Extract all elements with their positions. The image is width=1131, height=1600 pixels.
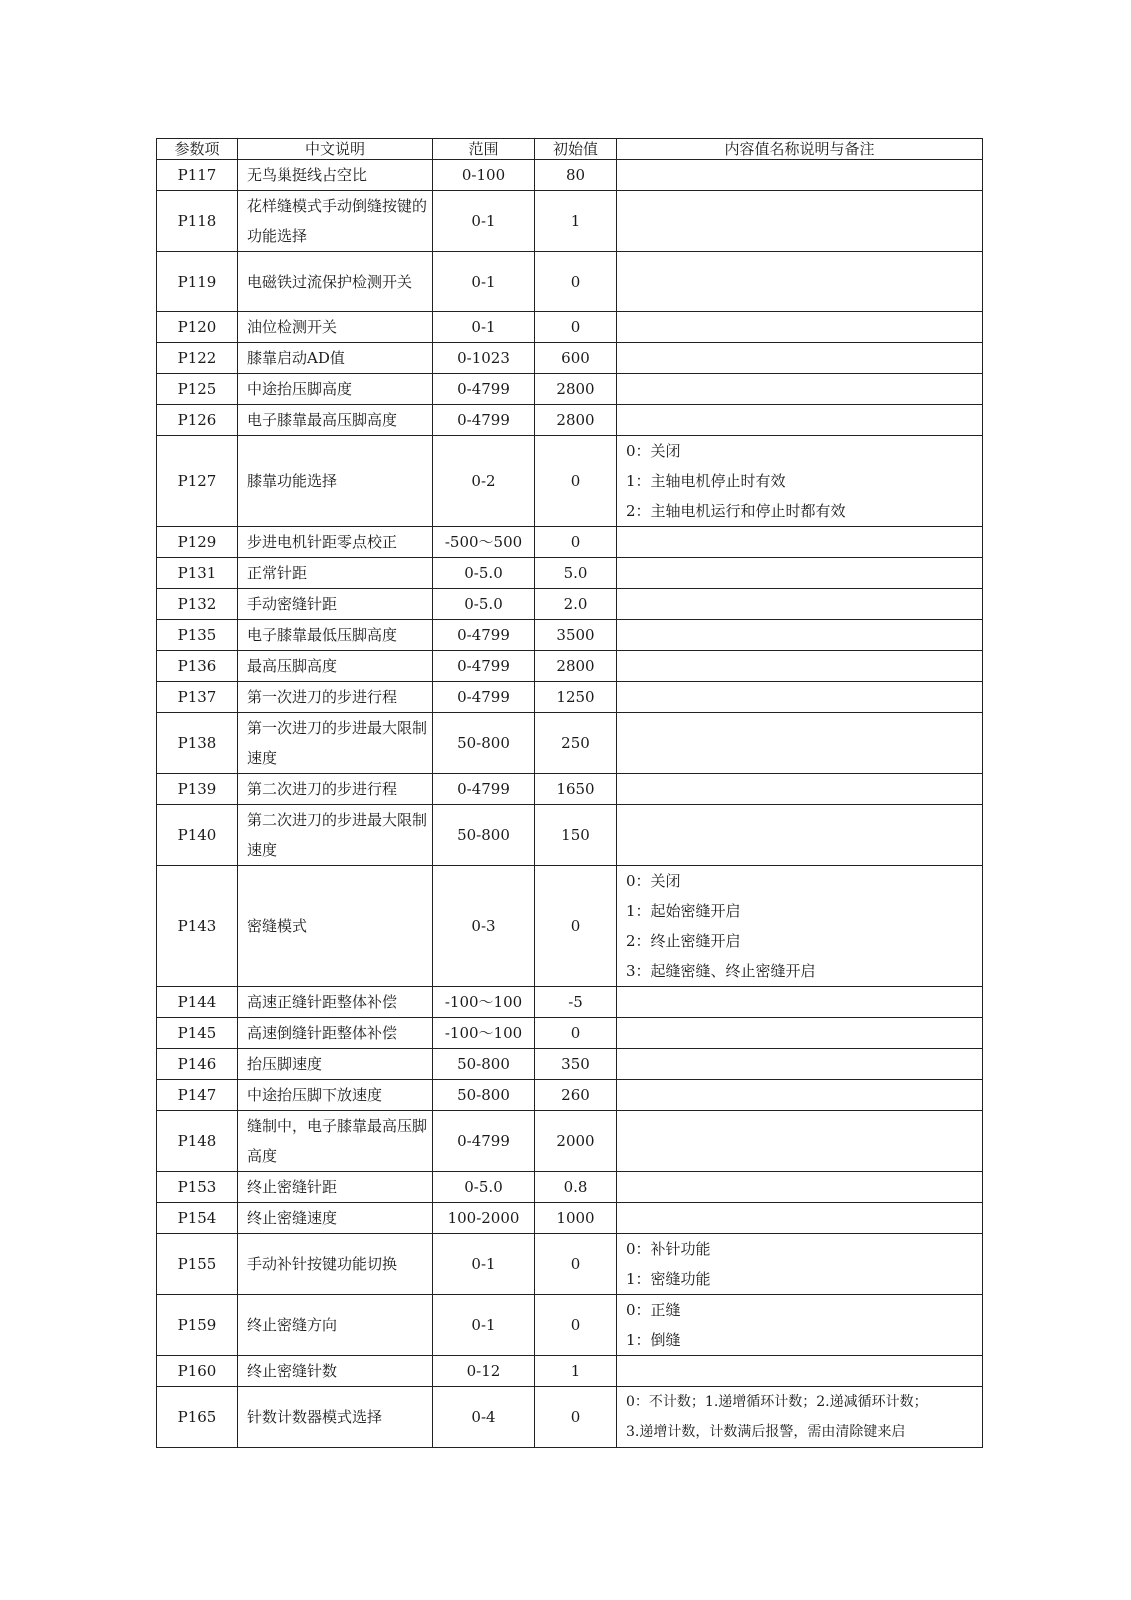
header-range: 范围 — [433, 139, 535, 160]
param-id-cell: P160 — [157, 1356, 238, 1387]
table-row — [157, 589, 983, 620]
header-description: 中文说明 — [238, 139, 433, 160]
table-row — [157, 405, 983, 436]
initial-value-cell: -5 — [535, 987, 617, 1018]
notes-cell — [617, 1018, 983, 1049]
table-row — [157, 1387, 983, 1448]
param-id-cell: P118 — [157, 191, 238, 252]
range-cell: 50-800 — [433, 1080, 535, 1111]
description-cell: 终止密缝速度 — [238, 1203, 433, 1234]
range-cell: 0-4799 — [433, 682, 535, 713]
table-row — [157, 1049, 983, 1080]
range-cell: 0-4799 — [433, 651, 535, 682]
initial-value-cell: 1250 — [535, 682, 617, 713]
table-row — [157, 374, 983, 405]
range-cell: 0-5.0 — [433, 558, 535, 589]
initial-value-cell: 250 — [535, 713, 617, 774]
description-cell: 针数计数器模式选择 — [238, 1387, 433, 1448]
range-cell: 0-2 — [433, 436, 535, 527]
note-line: 1：主轴电机停止时有效 — [626, 472, 786, 490]
table-row — [157, 436, 983, 527]
initial-value-cell: 350 — [535, 1049, 617, 1080]
range-cell: -500～500 — [433, 527, 535, 558]
notes-cell — [617, 343, 983, 374]
description-cell: 膝靠启动AD值 — [238, 343, 433, 374]
description-cell: 第二次进刀的步进行程 — [238, 774, 433, 805]
initial-value-cell: 5.0 — [535, 558, 617, 589]
param-id-cell: P132 — [157, 589, 238, 620]
notes-cell — [617, 1234, 983, 1295]
param-id-cell: P120 — [157, 312, 238, 343]
notes-cell — [617, 1049, 983, 1080]
initial-value-cell: 80 — [535, 160, 617, 191]
notes-cell — [617, 1203, 983, 1234]
note-line: 3：起缝密缝、终止密缝开启 — [626, 962, 816, 980]
range-cell: 0-1 — [433, 191, 535, 252]
description-cell: 中途抬压脚高度 — [238, 374, 433, 405]
param-id-cell: P165 — [157, 1387, 238, 1448]
range-cell: 0-5.0 — [433, 1172, 535, 1203]
table-row — [157, 343, 983, 374]
param-id-cell: P139 — [157, 774, 238, 805]
table-row — [157, 805, 983, 866]
range-cell: 50-800 — [433, 1049, 535, 1080]
table-row — [157, 252, 983, 312]
range-cell: 0-1 — [433, 312, 535, 343]
initial-value-cell: 3500 — [535, 620, 617, 651]
header-param: 参数项 — [157, 139, 238, 160]
notes-cell — [617, 1387, 983, 1448]
param-id-cell: P131 — [157, 558, 238, 589]
note-line: 1：倒缝 — [626, 1331, 681, 1349]
description-cell: 电磁铁过流保护检测开关 — [238, 252, 433, 312]
table-row — [157, 312, 983, 343]
table-row — [157, 527, 983, 558]
description-cell: 高速正缝针距整体补偿 — [238, 987, 433, 1018]
notes-cell — [617, 312, 983, 343]
range-cell: 0-1 — [433, 1295, 535, 1356]
description-cell: 高速倒缝针距整体补偿 — [238, 1018, 433, 1049]
initial-value-cell: 0 — [535, 1234, 617, 1295]
description-cell: 中途抬压脚下放速度 — [238, 1080, 433, 1111]
table-row — [157, 1018, 983, 1049]
range-cell: 0-4799 — [433, 620, 535, 651]
note-line: 0：正缝 — [626, 1301, 681, 1319]
note-line: 0：不计数；1.递增循环计数；2.递减循环计数； — [626, 1394, 928, 1410]
description-cell: 第一次进刀的步进最大限制速度 — [238, 713, 433, 774]
range-cell: -100～100 — [433, 987, 535, 1018]
param-id-cell: P129 — [157, 527, 238, 558]
header-notes: 内容值名称说明与备注 — [617, 139, 983, 160]
notes-cell — [617, 252, 983, 312]
table-row — [157, 1234, 983, 1295]
param-id-cell: P148 — [157, 1111, 238, 1172]
description-cell: 终止密缝针距 — [238, 1172, 433, 1203]
description-cell: 终止密缝方向 — [238, 1295, 433, 1356]
notes-cell — [617, 527, 983, 558]
param-id-cell: P125 — [157, 374, 238, 405]
table-row — [157, 682, 983, 713]
initial-value-cell: 150 — [535, 805, 617, 866]
range-cell: 100-2000 — [433, 1203, 535, 1234]
initial-value-cell: 1000 — [535, 1203, 617, 1234]
description-cell: 最高压脚高度 — [238, 651, 433, 682]
table-row — [157, 713, 983, 774]
description-cell: 正常针距 — [238, 558, 433, 589]
table-row — [157, 1172, 983, 1203]
notes-cell — [617, 436, 983, 527]
table-row — [157, 1080, 983, 1111]
initial-value-cell: 0.8 — [535, 1172, 617, 1203]
notes-cell — [617, 651, 983, 682]
initial-value-cell: 2800 — [535, 405, 617, 436]
param-id-cell: P127 — [157, 436, 238, 527]
initial-value-cell: 0 — [535, 1018, 617, 1049]
range-cell: 0-3 — [433, 866, 535, 987]
range-cell: 0-100 — [433, 160, 535, 191]
param-id-cell: P145 — [157, 1018, 238, 1049]
initial-value-cell: 0 — [535, 436, 617, 527]
initial-value-cell: 2800 — [535, 374, 617, 405]
table-body — [157, 160, 983, 1448]
param-id-cell: P138 — [157, 713, 238, 774]
range-cell: 0-4799 — [433, 405, 535, 436]
parameter-table — [156, 138, 983, 1448]
table-row — [157, 1356, 983, 1387]
description-cell: 电子膝靠最高压脚高度 — [238, 405, 433, 436]
table-row — [157, 558, 983, 589]
notes-cell — [617, 713, 983, 774]
param-id-cell: P136 — [157, 651, 238, 682]
description-cell: 缝制中，电子膝靠最高压脚高度 — [238, 1111, 433, 1172]
notes-cell — [617, 589, 983, 620]
note-line: 2：终止密缝开启 — [626, 932, 741, 950]
param-id-cell: P135 — [157, 620, 238, 651]
notes-cell — [617, 987, 983, 1018]
range-cell: -100～100 — [433, 1018, 535, 1049]
param-id-cell: P155 — [157, 1234, 238, 1295]
description-cell: 油位检测开关 — [238, 312, 433, 343]
note-line: 3.递增计数，计数满后报警，需由清除键来启 — [626, 1424, 906, 1440]
range-cell: 0-1023 — [433, 343, 535, 374]
notes-cell — [617, 405, 983, 436]
notes-cell — [617, 805, 983, 866]
description-cell: 第一次进刀的步进行程 — [238, 682, 433, 713]
param-id-cell: P159 — [157, 1295, 238, 1356]
range-cell: 0-1 — [433, 252, 535, 312]
range-cell: 0-12 — [433, 1356, 535, 1387]
header-initial-value: 初始值 — [535, 139, 617, 160]
range-cell: 0-5.0 — [433, 589, 535, 620]
initial-value-cell: 0 — [535, 1387, 617, 1448]
initial-value-cell: 0 — [535, 312, 617, 343]
param-id-cell: P137 — [157, 682, 238, 713]
param-id-cell: P144 — [157, 987, 238, 1018]
table-row — [157, 620, 983, 651]
initial-value-cell: 0 — [535, 866, 617, 987]
param-id-cell: P126 — [157, 405, 238, 436]
param-id-cell: P153 — [157, 1172, 238, 1203]
table-row — [157, 191, 983, 252]
range-cell: 0-4799 — [433, 1111, 535, 1172]
initial-value-cell: 600 — [535, 343, 617, 374]
notes-cell — [617, 620, 983, 651]
table-row — [157, 866, 983, 987]
range-cell: 50-800 — [433, 713, 535, 774]
description-cell: 电子膝靠最低压脚高度 — [238, 620, 433, 651]
description-cell: 抬压脚速度 — [238, 1049, 433, 1080]
table-row — [157, 774, 983, 805]
description-cell: 膝靠功能选择 — [238, 436, 433, 527]
notes-cell — [617, 866, 983, 987]
range-cell: 0-4799 — [433, 374, 535, 405]
initial-value-cell: 0 — [535, 1295, 617, 1356]
description-cell: 手动补针按键功能切换 — [238, 1234, 433, 1295]
note-line: 1：密缝功能 — [626, 1270, 711, 1288]
notes-cell — [617, 1295, 983, 1356]
range-cell: 0-1 — [433, 1234, 535, 1295]
param-id-cell: P154 — [157, 1203, 238, 1234]
description-cell: 第二次进刀的步进最大限制速度 — [238, 805, 433, 866]
param-id-cell: P143 — [157, 866, 238, 987]
param-id-cell: P122 — [157, 343, 238, 374]
initial-value-cell: 2800 — [535, 651, 617, 682]
note-line: 0：补针功能 — [626, 1240, 711, 1258]
table-row — [157, 1295, 983, 1356]
param-id-cell: P146 — [157, 1049, 238, 1080]
notes-cell — [617, 1356, 983, 1387]
table-row — [157, 1203, 983, 1234]
initial-value-cell: 0 — [535, 527, 617, 558]
note-line: 2：主轴电机运行和停止时都有效 — [626, 502, 846, 520]
description-cell: 密缝模式 — [238, 866, 433, 987]
table-row — [157, 987, 983, 1018]
range-cell: 0-4799 — [433, 774, 535, 805]
description-cell: 步进电机针距零点校正 — [238, 527, 433, 558]
table-row — [157, 651, 983, 682]
initial-value-cell: 260 — [535, 1080, 617, 1111]
initial-value-cell: 1650 — [535, 774, 617, 805]
note-line: 0：关闭 — [626, 872, 681, 890]
description-cell: 无鸟巢挺线占空比 — [238, 160, 433, 191]
initial-value-cell: 1 — [535, 191, 617, 252]
notes-cell — [617, 1080, 983, 1111]
notes-cell — [617, 160, 983, 191]
table-row — [157, 1111, 983, 1172]
description-cell: 手动密缝针距 — [238, 589, 433, 620]
notes-cell — [617, 374, 983, 405]
notes-cell — [617, 558, 983, 589]
param-id-cell: P147 — [157, 1080, 238, 1111]
table-row — [157, 160, 983, 191]
param-id-cell: P117 — [157, 160, 238, 191]
param-id-cell: P140 — [157, 805, 238, 866]
initial-value-cell: 2000 — [535, 1111, 617, 1172]
initial-value-cell: 2.0 — [535, 589, 617, 620]
initial-value-cell: 1 — [535, 1356, 617, 1387]
param-id-cell: P119 — [157, 252, 238, 312]
notes-cell — [617, 1111, 983, 1172]
range-cell: 50-800 — [433, 805, 535, 866]
description-cell: 花样缝模式手动倒缝按键的功能选择 — [238, 191, 433, 252]
notes-cell — [617, 1172, 983, 1203]
notes-cell — [617, 682, 983, 713]
range-cell: 0-4 — [433, 1387, 535, 1448]
note-line: 1：起始密缝开启 — [626, 902, 741, 920]
notes-cell — [617, 774, 983, 805]
notes-cell — [617, 191, 983, 252]
table-header-row — [157, 139, 983, 160]
description-cell: 终止密缝针数 — [238, 1356, 433, 1387]
initial-value-cell: 0 — [535, 252, 617, 312]
note-line: 0：关闭 — [626, 442, 681, 460]
